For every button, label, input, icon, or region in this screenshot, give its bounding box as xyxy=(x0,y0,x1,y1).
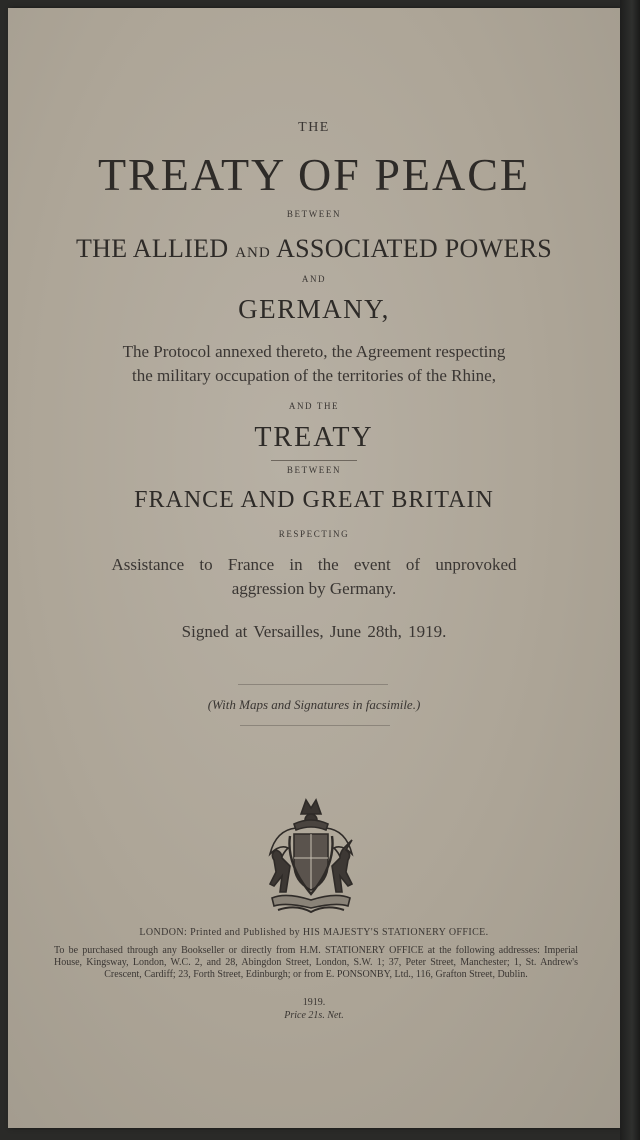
publisher-line: LONDON: Printed and Published by HIS MAJESTY'S STATIONERY OFFICE. xyxy=(139,927,489,938)
respecting-label: RESPECTING xyxy=(278,529,350,539)
allied-part2: ASSOCIATED POWERS xyxy=(276,234,553,263)
germany-heading: GERMANY, xyxy=(238,294,390,324)
price: Price 21s. Net. xyxy=(284,1010,344,1021)
book-spine-edge xyxy=(620,0,640,1140)
allied-part1: THE ALLIED xyxy=(75,234,229,263)
protocol-line-2: the military occupation of the territories of the Rhine, xyxy=(132,366,496,385)
assistance-line-2: aggression by Germany. xyxy=(231,579,397,598)
between-label-2: BETWEEN xyxy=(286,465,342,475)
allied-powers-heading xyxy=(8,234,620,264)
divider xyxy=(238,684,388,685)
maps-note: (With Maps and Signatures in facsimile.) xyxy=(207,697,421,712)
treaty-heading: TREATY xyxy=(254,422,374,453)
assistance-line-1: Assistance to France in the event of unprovoked xyxy=(111,555,517,574)
title-page xyxy=(8,8,620,1128)
protocol-line-1: The Protocol annexed thereto, the Agreement respecting xyxy=(122,342,506,361)
divider xyxy=(271,460,357,461)
main-title: TREATY OF PEACE xyxy=(97,149,531,200)
title-the: THE xyxy=(298,120,330,135)
purchase-addresses: To be purchased through any Bookseller or directly from H.M. STATIONERY OFFICE at the following addresses: Imperial House, Kingsway, London, W.C. 2, and 28, Abingdon Street, London, S.W. 1; 37, Peter Street, Manchester; 1, St. Andrew's Crescent, Cardiff; 23, Forth Street, Edinburgh; or from E. PONSONBY, Ltd., 116, Grafton Street, Dublin. xyxy=(54,945,578,980)
divider xyxy=(240,725,390,726)
and-label: AND xyxy=(301,274,327,284)
year: 1919. xyxy=(302,997,326,1008)
france-britain-heading: FRANCE AND GREAT BRITAIN xyxy=(134,487,494,513)
signed-line: Signed at Versailles, June 28th, 1919. xyxy=(181,622,447,641)
allied-and: AND xyxy=(235,245,271,261)
and-the-label: AND THE xyxy=(288,401,340,411)
royal-coat-of-arms-icon xyxy=(256,794,366,914)
between-label: BETWEEN xyxy=(286,209,342,219)
